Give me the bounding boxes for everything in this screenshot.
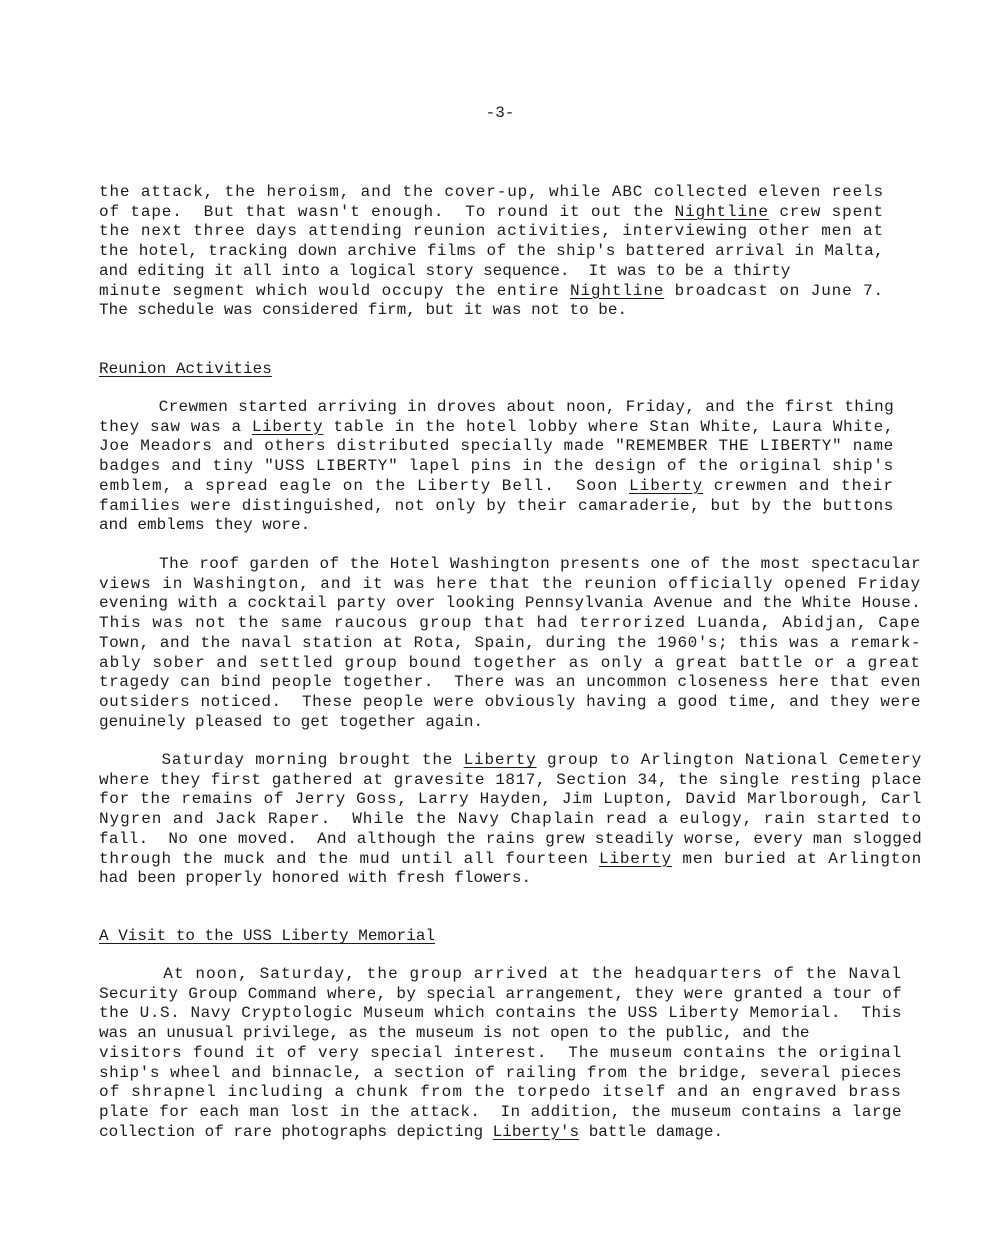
paragraph-line [99,1083,902,1103]
paragraph-line [99,262,790,282]
text-run: genuinely pleased to get together again. [99,712,484,731]
text-run: Nygren and Jack Raper. While the Navy Chaplain read a eulogy, rain started to [99,810,922,829]
paragraph-line [99,1004,902,1024]
paragraph-line [99,713,483,733]
text-run: The schedule was considered firm, but it was not to be. [99,301,628,320]
paragraph-line [99,301,627,321]
page-number: -3- [485,104,515,122]
text-run: crewmen and their [703,476,895,495]
paragraph-line [99,751,922,771]
paragraph-line [99,457,894,477]
text-run: This was not the same raucous group that had terrorized Luanda, Abidjan, Cape [99,614,921,633]
paragraph-line [99,497,894,517]
text-run: and emblems they wore. [99,516,311,535]
paragraph-line [99,183,884,203]
underlined-title: Liberty [463,751,537,769]
text-run: broadcast on June 7. [664,281,884,300]
text-run: the attack, the heroism, and the cover-up, while ABC collected eleven reels [99,183,884,201]
underlined-title: Nightline [674,202,769,221]
section-heading: Reunion Activities [99,360,272,378]
text-run: group to Arlington National Cemetery [536,751,923,769]
text-run: badges and tiny "USS LIBERTY" lapel pins in the design of the original ship's [99,457,894,476]
text-run: of shrapnel including a chunk from the torpedo itself and an engraved brass [99,1083,902,1102]
underlined-title: Liberty's [492,1122,580,1141]
paragraph-line [99,242,884,262]
text-run: outsiders noticed. These people were obviously having a good time, and they were [99,692,921,711]
underlined-title: Liberty [629,476,704,495]
paragraph-line [99,965,902,985]
paragraph-line [99,594,921,614]
text-run: emblem, a spread eagle on the Liberty Bell. Soon [99,476,629,495]
text-run: Security Group Command where, by special arrangement, they were granted a tour of [99,984,902,1003]
paragraph-line [99,869,531,889]
underlined-title: Liberty [251,417,324,436]
paragraph-line [99,985,902,1005]
text-run: men buried at Arlington [671,849,923,868]
text-run: The roof garden of the Hotel Washington presents one of the most spectacular [99,555,921,573]
text-run: Crewmen started arriving in droves about noon, Friday, and the first thing [99,398,894,416]
paragraph-line [99,555,921,575]
text-run: tragedy can bind people together. There was an uncommon closeness here that even [99,673,921,692]
paragraph-line [99,634,921,654]
text-run: views in Washington, and it was here that the reunion officially opened Friday [99,574,921,593]
paragraph-line [99,654,921,674]
paragraph-line [99,282,884,302]
text-run: At noon, Saturday, the group arrived at the headquarters of the Naval [99,965,902,983]
text-run: fall. No one moved. And although the rains grew steadily worse, every man slogged [99,829,922,848]
paragraph-line [99,575,921,595]
text-run: the next three days attending reunion activities, interviewing other men at [99,222,884,241]
paragraph-line [99,418,894,438]
paragraph-line [99,203,884,223]
text-run: ship's wheel and binnacle, a section of railing from the bridge, several pieces [99,1063,902,1082]
text-run: the hotel, tracking down archive films of the ship's battered arrival in Malta, [99,242,884,261]
text-run: and editing it all into a logical story sequence. It was to be a thirty [99,261,791,280]
text-run: they saw was a [99,417,252,436]
underlined-title: Nightline [570,281,665,300]
text-run: had been properly honored with fresh flowers. [99,869,532,888]
paragraph-line [99,693,921,713]
text-run: of tape. But that wasn't enough. To round it out the [99,202,675,221]
paragraph-line [99,1123,723,1143]
text-run: Saturday morning brought the [99,751,464,769]
paragraph-line [99,516,310,536]
text-run: plate for each man lost in the attack. In addition, the museum contains a large [99,1102,902,1121]
paragraph-line [99,810,922,830]
text-run: Joe Meadors and others distributed specially made "REMEMBER THE LIBERTY" name [99,437,894,456]
section-heading: A Visit to the USS Liberty Memorial [99,927,436,945]
text-run: table in the hotel lobby where Stan White, Laura White, [323,417,895,436]
text-run: battle damage. [579,1122,724,1141]
text-run: the U.S. Navy Cryptologic Museum which contains the USS Liberty Memorial. This [99,1004,902,1023]
paragraph-line [99,222,884,242]
text-run: families were distinguished, not only by their camaraderie, but by the buttons [99,496,894,515]
paragraph-line [99,437,894,457]
text-run: ably sober and settled group bound together as only a great battle or a great [99,653,921,672]
paragraph-line [99,1103,902,1123]
text-run: Town, and the naval station at Rota, Spain, during the 1960's; this was a remark- [99,633,921,652]
text-run: through the muck and the mud until all fourteen [99,849,600,868]
paragraph-line [99,790,922,810]
text-run: crew spent [768,202,884,221]
text-run: where they first gathered at gravesite 1817, Section 34, the single resting place [99,770,922,789]
paragraph-line [99,477,894,497]
paragraph-line [99,830,922,850]
underlined-title: Liberty [599,849,672,868]
paragraph-line [99,673,921,693]
text-run: collection of rare photographs depicting [99,1122,493,1141]
paragraph-line [99,398,894,418]
paragraph-line [99,1064,902,1084]
text-run: for the remains of Jerry Goss, Larry Hayden, Jim Lupton, David Marlborough, Carl [99,790,922,809]
paragraph-line [99,850,922,870]
text-run: evening with a cocktail party over looking Pennsylvania Avenue and the White House. [99,594,921,613]
paragraph-line [99,614,921,634]
paragraph-line [99,1044,902,1064]
text-run: was an unusual privilege, as the museum is not open to the public, and the [99,1024,810,1043]
text-run: minute segment which would occupy the entire [99,281,570,300]
text-run: visitors found it of very special interest. The museum contains the original [99,1043,902,1062]
paragraph-line [99,771,922,791]
paragraph-line [99,1024,810,1044]
